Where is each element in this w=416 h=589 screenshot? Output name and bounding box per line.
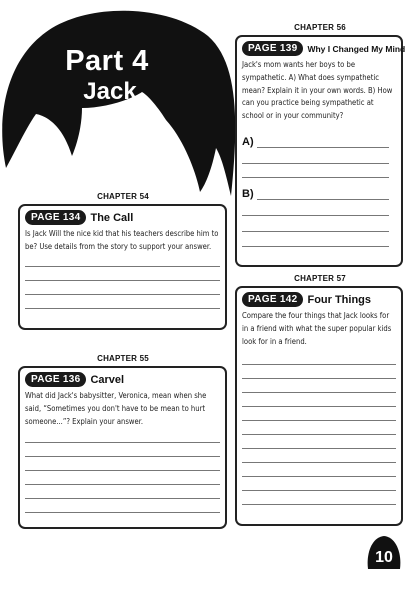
answer-line[interactable] xyxy=(242,246,389,247)
section-title: Four Things xyxy=(307,293,372,306)
section-header xyxy=(25,372,124,387)
answer-line[interactable] xyxy=(242,392,396,393)
answer-line[interactable] xyxy=(242,490,396,491)
section-box-chapter-55 xyxy=(18,366,227,529)
answer-line[interactable] xyxy=(242,434,396,435)
answer-line[interactable] xyxy=(25,442,220,443)
answer-line[interactable] xyxy=(242,476,396,477)
answer-line[interactable] xyxy=(25,512,220,513)
answer-line[interactable] xyxy=(242,364,396,365)
section-title: The Call xyxy=(90,211,134,224)
answer-label-b: B) xyxy=(242,188,254,200)
answer-line[interactable] xyxy=(25,280,220,281)
answer-line[interactable] xyxy=(25,456,220,457)
question-text: Jack's mom wants her boys to be sympathetic. A) What does sympathetic mean? Explain it in your own words. B) How can you practice being sympathetic at school or in your community? xyxy=(242,60,393,121)
chapter-label-54: CHAPTER 54 xyxy=(97,192,149,201)
page-number: 10 xyxy=(375,549,393,566)
question-text: Is Jack Will the nice kid that his teachers describe him to be? Use details from the story to support your answer. xyxy=(25,229,219,251)
section-box-chapter-54 xyxy=(18,204,227,330)
answer-line[interactable] xyxy=(25,498,220,499)
part-subtitle: Jack xyxy=(83,78,137,105)
answer-line[interactable] xyxy=(242,448,396,449)
answer-line[interactable] xyxy=(242,378,396,379)
chapter-label-57: CHAPTER 57 xyxy=(294,274,346,283)
answer-line[interactable] xyxy=(242,163,389,164)
page-badge: PAGE 139 xyxy=(242,41,303,56)
answer-line[interactable] xyxy=(257,147,389,148)
answer-line[interactable] xyxy=(25,266,220,267)
section-title: Carvel xyxy=(90,373,125,386)
answer-line[interactable] xyxy=(242,420,396,421)
page-badge: PAGE 134 xyxy=(25,210,86,225)
answer-line[interactable] xyxy=(257,199,389,200)
answer-line[interactable] xyxy=(25,294,220,295)
answer-line[interactable] xyxy=(242,406,396,407)
answer-line[interactable] xyxy=(242,231,389,232)
answer-line[interactable] xyxy=(242,462,396,463)
answer-line[interactable] xyxy=(242,177,389,178)
question-text: What did Jack's babysitter, Veronica, mean when she said, “Sometimes you don't have to be mean to hurt someone...”? Explain your answer. xyxy=(25,391,207,426)
answer-line[interactable] xyxy=(242,215,389,216)
section-header xyxy=(242,41,405,56)
chapter-label-55: CHAPTER 55 xyxy=(97,354,149,363)
answer-line[interactable] xyxy=(25,308,220,309)
section-title: Why I Changed My Mind xyxy=(307,43,406,54)
page-badge: PAGE 136 xyxy=(25,372,86,387)
question-text: Compare the four things that Jack looks for in a friend with what the super popular kids look for in a friend. xyxy=(242,311,392,346)
section-header xyxy=(242,292,371,307)
section-box-chapter-57 xyxy=(235,286,403,526)
answer-line[interactable] xyxy=(25,484,220,485)
answer-line[interactable] xyxy=(25,470,220,471)
answer-line[interactable] xyxy=(242,504,396,505)
answer-label-a: A) xyxy=(242,136,254,148)
chapter-label-56: CHAPTER 56 xyxy=(294,23,346,32)
part-title: Part 4 xyxy=(65,45,149,77)
section-header xyxy=(25,210,133,225)
section-box-chapter-56 xyxy=(235,35,406,267)
page-badge: PAGE 142 xyxy=(242,292,303,307)
